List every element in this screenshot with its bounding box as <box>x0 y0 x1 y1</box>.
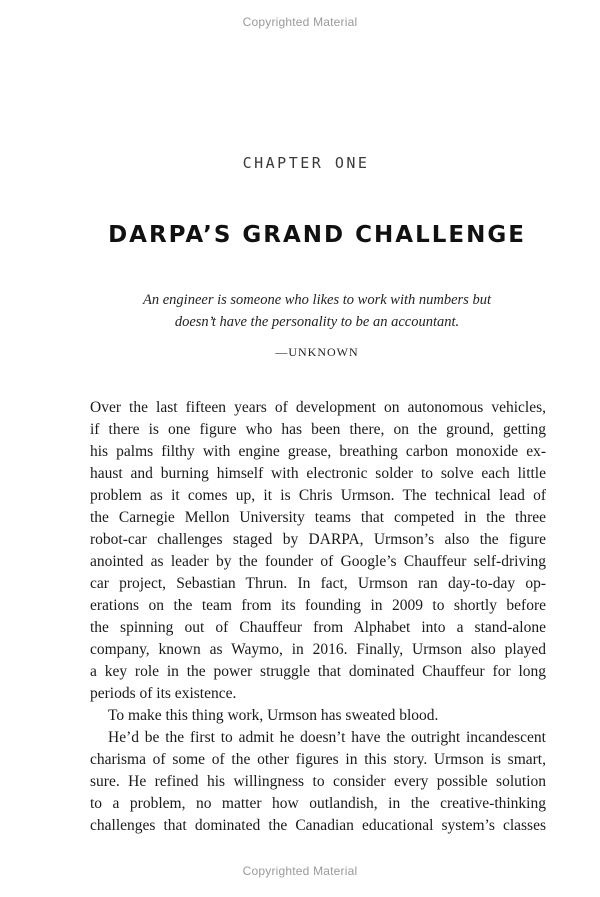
body-text <box>90 397 546 837</box>
body-line: periods of its existence. <box>90 685 237 702</box>
epigraph-line: An engineer is someone who likes to work with numbers but <box>143 292 491 308</box>
body-line: charisma of some of the other figures in this story. Urmson is smart, <box>90 751 546 768</box>
body-line: To make this thing work, Urmson has sweated blood. <box>108 707 439 724</box>
copyright-watermark-top: Copyrighted Material <box>242 15 358 29</box>
chapter-label: CHAPTER ONE <box>242 154 370 172</box>
epigraph <box>0 289 600 333</box>
copyright-watermark-bottom: Copyrighted Material <box>242 864 358 878</box>
epigraph-attribution: —UNKNOWN <box>275 345 359 359</box>
chapter-title: DARPA’S GRAND CHALLENGE <box>108 222 526 248</box>
body-line: his palms filthy with engine grease, breathing carbon monoxide ex- <box>90 443 546 460</box>
body-line: He’d be the first to admit he doesn’t have the outright incandescent <box>108 729 546 746</box>
body-line: challenges that dominated the Canadian educational system’s classes <box>90 817 546 834</box>
body-line: robot-car challenges staged by DARPA, Urmson’s also the figure <box>90 531 546 548</box>
body-line: a key role in the power struggle that dominated Chauffeur for long <box>90 663 546 680</box>
body-line: to a problem, no matter how outlandish, in the creative-thinking <box>90 795 546 812</box>
body-line: haust and burning himself with electronic solder to solve each little <box>90 465 546 482</box>
body-line: sure. He refined his willingness to consider every possible solution <box>90 773 546 790</box>
body-line: car project, Sebastian Thrun. In fact, Urmson ran day-to-day op- <box>90 575 546 592</box>
epigraph-line: doesn’t have the personality to be an accountant. <box>174 314 460 330</box>
body-line: the Carnegie Mellon University teams that competed in the three <box>90 509 546 526</box>
body-line: erations on the team from its founding in 2009 to shortly before <box>90 597 546 614</box>
body-line: the spinning out of Chauffeur from Alphabet into a stand-alone <box>90 619 546 636</box>
body-line: company, known as Waymo, in 2016. Finally, Urmson also played <box>90 641 546 658</box>
body-line: if there is one figure who has been there, on the ground, getting <box>90 421 546 438</box>
body-line: anointed as leader by the founder of Google’s Chauffeur self-driving <box>90 553 546 570</box>
body-line: Over the last fifteen years of development on autonomous vehicles, <box>90 399 546 416</box>
body-line: problem as it comes up, it is Chris Urmson. The technical lead of <box>90 487 546 504</box>
